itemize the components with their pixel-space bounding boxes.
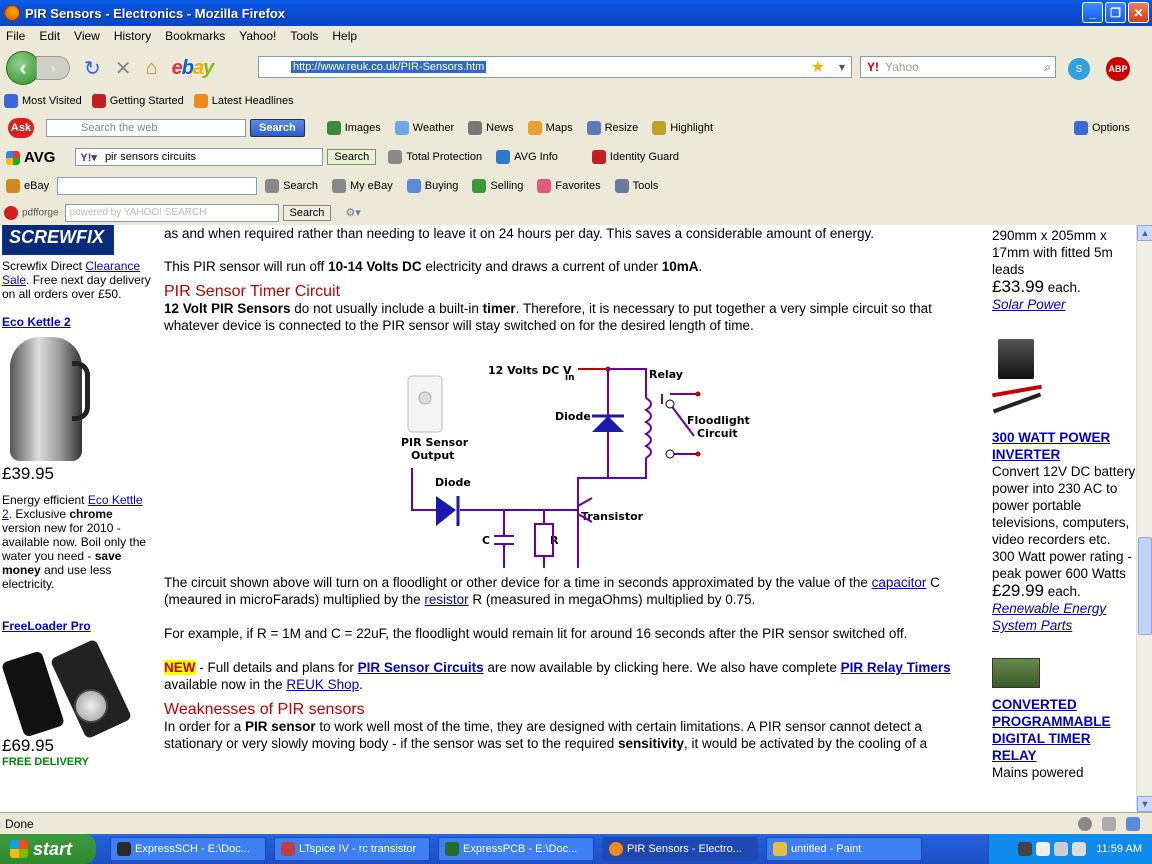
paragraph-5: For example, if R = 1M and C = 22uF, the floodlight would remain lit for around 16 seconds after the PIR sensor switched off. xyxy=(164,626,908,641)
bookmark-most-visited[interactable]: Most Visited xyxy=(22,95,82,107)
pdfforge-search-input[interactable] xyxy=(65,204,279,222)
dropdown-icon[interactable]: ▾ xyxy=(838,60,845,74)
title-bar xyxy=(0,0,1152,26)
price-line-2: £29.99 each. xyxy=(992,581,1081,600)
window-title: PIR Sensors - Electronics - Mozilla Firefox xyxy=(25,5,286,21)
yahoo-search-input[interactable] xyxy=(860,56,1056,78)
ebay-search-input[interactable] xyxy=(57,177,257,195)
vin-label: 12 Volts DC V xyxy=(488,364,572,377)
yahoo-placeholder: Yahoo xyxy=(885,60,919,74)
sale-link[interactable]: Sale xyxy=(2,273,27,287)
pir-sensor-circuits-link[interactable]: PIR Sensor Circuits xyxy=(357,660,484,675)
web-content xyxy=(0,225,1136,812)
pir-output-label: Output xyxy=(411,449,455,462)
adblock-icon[interactable]: ABP xyxy=(1106,57,1130,81)
menu-history[interactable]: History xyxy=(113,29,152,43)
heading-timer-circuit: PIR Sensor Timer Circuit xyxy=(164,283,341,300)
ask-placeholder: Search the web xyxy=(81,122,158,134)
pir-timer-circuit-diagram xyxy=(164,338,976,568)
top-diode-icon xyxy=(592,416,624,432)
timer-relay-image[interactable] xyxy=(992,658,1040,688)
navigation-bar xyxy=(0,46,1152,90)
relay-label: Relay xyxy=(649,368,683,381)
circuit-label: Circuit xyxy=(697,427,738,440)
buying-button[interactable]: Buying xyxy=(407,179,459,193)
stop-icon[interactable]: ✕ xyxy=(114,57,132,80)
timer-relay-link[interactable]: CONVERTED PROGRAMMABLE DIGITAL TIMER RELAY xyxy=(992,697,1111,763)
clock[interactable]: 11:59 AM xyxy=(1096,843,1142,855)
ebay-icon[interactable]: ebay xyxy=(171,56,214,79)
tray-icon-2[interactable] xyxy=(1036,842,1050,856)
ebay-toolbar-label: eBay xyxy=(6,179,49,193)
firefox-icon xyxy=(4,5,20,21)
folder-icon xyxy=(4,94,18,108)
paragraph-7: In order for a PIR sensor to work well most of the time, they are designed with certain limitations. A PIR sensor cannot detect a stationary or very slowly moving body - if the sensor was set to the required sensitivity, it would be activated by the cooling of a xyxy=(164,719,928,751)
paragraph-3: 12 Volt PIR Sensors do not usually include a built-in timer. Therefore, it is necessary to put together a very simple circuit so that whatever device is connected to the PIR sensor will stay switched on for the desired length of time. xyxy=(164,301,932,333)
clearance-link[interactable]: Clearance xyxy=(85,259,141,273)
renewable-energy-link[interactable]: Renewable Energy System Parts xyxy=(992,601,1107,633)
paragraph-2: This PIR sensor will run off 10-14 Volts DC electricity and draws a current of under 10mA. xyxy=(164,259,703,274)
options-button[interactable]: Options xyxy=(1074,121,1130,135)
status-bar xyxy=(0,812,1152,834)
paragraph-1: as and when required rather than needing to leave it on 24 hours per day. This saves a considerable amount of energy. xyxy=(164,226,874,241)
eco-kettle-inline-link[interactable]: Eco Kettle 2 xyxy=(2,493,143,521)
selling-button[interactable]: Selling xyxy=(472,179,523,193)
capacitor-link[interactable]: capacitor xyxy=(871,575,927,590)
kettle-price: £39.95 xyxy=(2,464,54,483)
menu-file[interactable]: File xyxy=(6,29,26,43)
forward-arrow-icon[interactable]: › xyxy=(36,56,70,80)
paragraph-6: NEW - Full details and plans for PIR Sensor Circuits are now available by clicking here. We also have complete PIR Relay Timers available now in the REUK Shop. xyxy=(164,660,951,692)
ebay-search-button[interactable]: Search xyxy=(265,179,318,193)
resize-button[interactable]: Resize xyxy=(587,121,639,135)
pir-relay-timers-link[interactable]: PIR Relay Timers xyxy=(840,660,951,675)
reuk-shop-link[interactable]: REUK Shop xyxy=(286,677,360,692)
avg-logo: AVG xyxy=(6,149,55,166)
ebay-toolbar xyxy=(0,172,1152,200)
avg-info-button[interactable]: AVG Info xyxy=(496,150,558,164)
home-icon[interactable]: ⌂ xyxy=(145,56,158,79)
diode-top-label: Diode xyxy=(555,410,591,423)
menu-view[interactable]: View xyxy=(74,29,100,43)
bookmark-getting-started[interactable]: Getting Started xyxy=(109,95,184,107)
minimize-button[interactable]: _ xyxy=(1082,2,1103,23)
status-icon-3[interactable] xyxy=(1126,817,1140,831)
capacitor-label: C xyxy=(482,534,491,547)
bottom-diode-icon xyxy=(436,496,456,526)
system-tray xyxy=(988,834,1152,864)
inverter-image[interactable] xyxy=(992,339,1052,411)
main-article xyxy=(164,225,976,752)
solar-power-link[interactable]: Solar Power xyxy=(992,297,1066,312)
volume-icon[interactable] xyxy=(1072,842,1086,856)
vin-subscript: in xyxy=(565,373,575,383)
floodlight-label: Floodlight xyxy=(687,414,750,427)
yahoo-icon: Y!▾ xyxy=(80,151,97,164)
menu-help[interactable]: Help xyxy=(332,29,358,43)
url-text[interactable]: http://www.reuk.co.uk/PIR-Sensors.htm xyxy=(293,61,485,73)
status-text: Done xyxy=(5,816,34,831)
status-icon-1[interactable] xyxy=(1078,817,1092,831)
ask-toolbar xyxy=(0,114,1152,142)
task-firefox[interactable]: PIR Sensors - Electro... xyxy=(602,837,758,861)
scroll-thumb[interactable] xyxy=(1138,537,1152,635)
heading-weaknesses: Weaknesses of PIR sensors xyxy=(164,701,365,718)
menu-tools[interactable]: Tools xyxy=(290,29,319,43)
maps-button[interactable]: Maps xyxy=(528,121,573,135)
task-paint[interactable]: untitled - Paint xyxy=(766,837,922,861)
screwfix-logo[interactable]: SCREWFIX xyxy=(2,225,114,255)
avg-search-button[interactable]: Search xyxy=(327,149,376,165)
free-delivery-label: FREE DELIVERY xyxy=(2,756,89,768)
transistor-label: Transistor xyxy=(581,510,644,523)
right-sidebar xyxy=(992,225,1136,781)
highlight-button[interactable]: Highlight xyxy=(652,121,713,135)
ask-search-button[interactable]: Search xyxy=(250,119,305,137)
total-protection-button[interactable]: Total Protection xyxy=(388,150,482,164)
favorites-button[interactable]: Favorites xyxy=(537,179,600,193)
url-bar[interactable] xyxy=(258,56,852,78)
price-line-1: £33.99 each. xyxy=(992,277,1081,296)
ebay-tools-button[interactable]: Tools xyxy=(615,179,659,193)
reload-icon[interactable]: ↻ xyxy=(84,57,101,80)
freeloader-link[interactable]: FreeLoader Pro xyxy=(2,619,91,633)
pir-sensor-label: PIR Sensor xyxy=(401,436,469,449)
inverter-link[interactable]: 300 WATT POWER INVERTER xyxy=(992,430,1111,462)
pdfforge-search-button[interactable]: Search xyxy=(283,205,332,221)
avg-search-input[interactable] xyxy=(75,148,323,166)
resistor-label: R xyxy=(550,534,559,547)
skype-icon[interactable]: S xyxy=(1068,58,1090,80)
freeloader-price: £69.95 xyxy=(2,736,54,755)
menu-bookmarks[interactable]: Bookmarks xyxy=(165,29,226,43)
firefox-bookmark-icon xyxy=(92,94,106,108)
maximize-button[interactable]: ❐ xyxy=(1105,2,1126,23)
bookmark-latest-headlines[interactable]: Latest Headlines xyxy=(211,95,294,107)
screwfix-text: Screwfix Direct Clearance Sale. Free next day delivery on all orders over £50. xyxy=(2,259,151,301)
new-badge: NEW xyxy=(164,660,196,675)
tray-icon-3[interactable] xyxy=(1054,842,1068,856)
avg-toolbar xyxy=(0,143,1152,171)
left-sidebar xyxy=(2,225,154,769)
kettle-image[interactable] xyxy=(10,337,82,461)
product-spec: 290mm x 205mm x 17mm with fitted 5m leads xyxy=(992,228,1113,277)
tray-icon-1[interactable] xyxy=(1018,842,1032,856)
pdfforge-placeholder: powered by YAHOO! SEARCH xyxy=(69,207,207,218)
paragraph-4: The circuit shown above will turn on a floodlight or other device for a time in seconds approximated by the value of the capacitor C (meaured in microFarads) multiplied by the resistor R (measured in megaOhms) multiplied by 0.75. xyxy=(164,575,940,607)
images-button[interactable]: Images xyxy=(327,121,381,135)
task-expresssch[interactable]: ExpressSCH - E:\Doc... xyxy=(110,837,266,861)
my-ebay-button[interactable]: My eBay xyxy=(332,179,393,193)
gear-icon[interactable]: ⚙▾ xyxy=(345,207,361,219)
pdfforge-logo: pdfforge xyxy=(4,206,59,220)
freeloader-image[interactable] xyxy=(4,641,134,737)
identity-guard-button[interactable]: Identity Guard xyxy=(592,150,679,164)
magnifier-icon[interactable]: ⌕ xyxy=(1044,59,1051,74)
menu-yahoo[interactable]: Yahoo! xyxy=(239,29,277,43)
inverter-description: Convert 12V DC battery power into 230 AC to power portable televisions, computers, video recorders etc. 300 Watt power rating - peak power 600 Watts xyxy=(992,464,1136,581)
menu-bar xyxy=(0,26,1152,46)
weather-button[interactable]: Weather xyxy=(395,121,454,135)
task-expresspcb[interactable]: ExpressPCB - E:\Doc... xyxy=(438,837,594,861)
avg-query: pir sensors circuits xyxy=(104,151,197,163)
diode-bottom-label: Diode xyxy=(435,476,471,489)
scroll-down-icon[interactable]: ▼ xyxy=(1137,796,1152,812)
back-arrow-icon[interactable]: ‹ xyxy=(6,51,40,85)
resistor-link[interactable]: resistor xyxy=(424,592,469,607)
pdfforge-toolbar xyxy=(0,200,1152,225)
ask-logo-icon: Ask xyxy=(8,118,34,138)
news-button[interactable]: News xyxy=(468,121,514,135)
rss-icon xyxy=(194,94,208,108)
start-button[interactable]: start xyxy=(0,834,96,864)
bookmarks-bar xyxy=(0,90,1152,112)
windows-flag-icon xyxy=(10,840,28,858)
scroll-up-icon[interactable]: ▲ xyxy=(1137,225,1152,241)
star-icon[interactable]: ★ xyxy=(810,59,825,76)
ask-search-input[interactable] xyxy=(46,119,246,137)
status-icon-2[interactable] xyxy=(1102,817,1116,831)
close-button[interactable]: ✕ xyxy=(1128,2,1149,23)
vertical-scrollbar[interactable] xyxy=(1136,225,1152,812)
kettle-description: Energy efficient Eco Kettle 2. Exclusive chrome version new for 2010 - available now. Boil only the water you need - save money and use less electricity. xyxy=(2,493,147,591)
menu-edit[interactable]: Edit xyxy=(39,29,61,43)
mains-powered-text: Mains powered xyxy=(992,765,1084,780)
yahoo-icon: Y! xyxy=(867,60,879,74)
eco-kettle-link[interactable]: Eco Kettle 2 xyxy=(2,315,71,329)
taskbar xyxy=(0,834,1152,864)
task-ltspice[interactable]: LTspice IV - rc transistor xyxy=(274,837,430,861)
